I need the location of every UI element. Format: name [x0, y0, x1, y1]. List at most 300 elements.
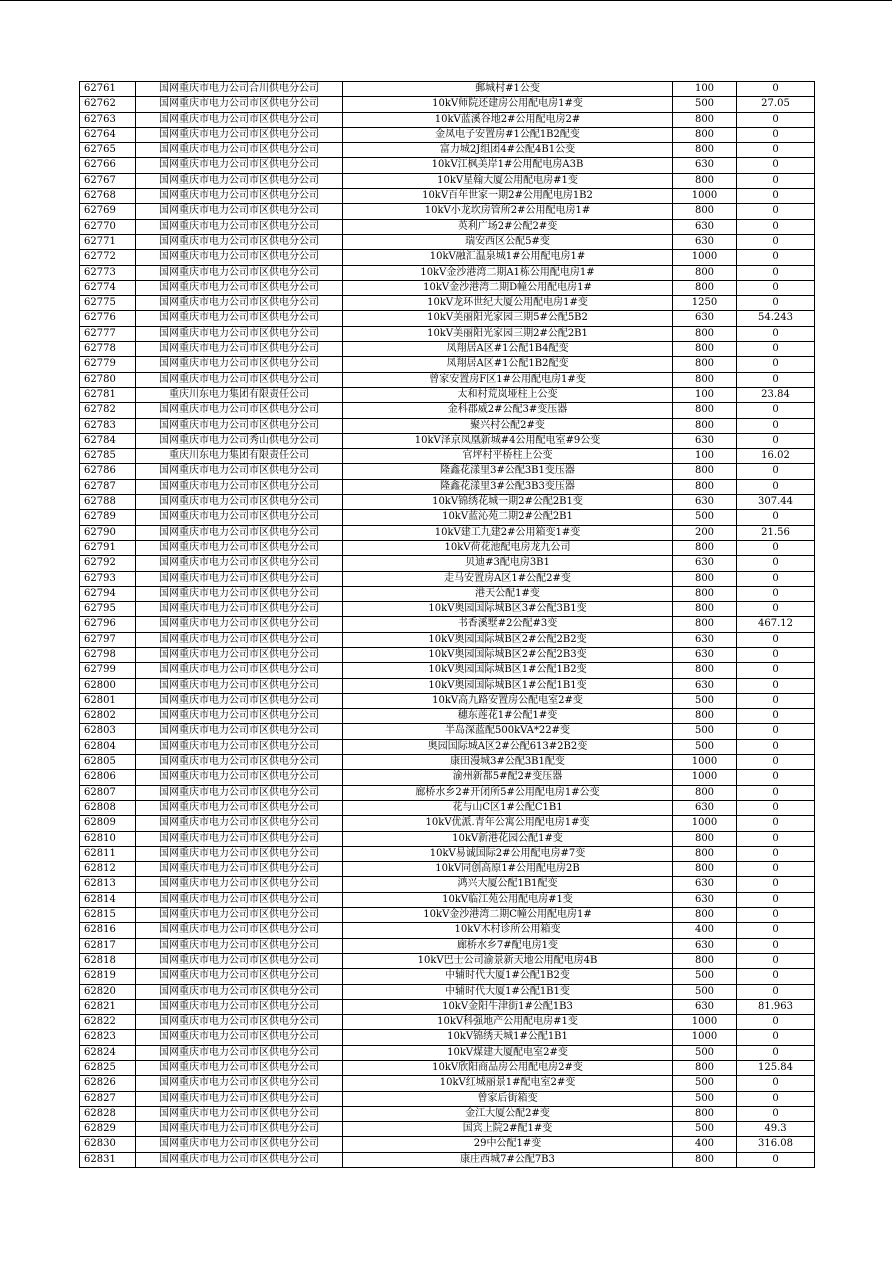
value-cell: 0 — [737, 632, 815, 647]
table-row — [80, 158, 815, 173]
company-cell: 国网重庆市电力公司市区供电分公司 — [136, 846, 343, 861]
value-cell: 0 — [737, 173, 815, 188]
value-cell: 0 — [737, 831, 815, 846]
station-name-cell: 10kV蓝溪谷地2#公用配电房2# — [343, 112, 673, 127]
value-cell: 0 — [737, 969, 815, 984]
table-row — [80, 617, 815, 632]
value-cell: 307.44 — [737, 495, 815, 510]
station-name-cell: 中辅时代大厦1#公配1B2变 — [343, 969, 673, 984]
capacity-cell: 800 — [673, 862, 737, 877]
value-cell: 0 — [737, 219, 815, 234]
table-row — [80, 387, 815, 402]
station-name-cell: 10kV建工九建2#公用箱变1#变 — [343, 525, 673, 540]
table-row — [80, 586, 815, 601]
company-cell: 国网重庆市电力公司市区供电分公司 — [136, 112, 343, 127]
table-row — [80, 739, 815, 754]
value-cell: 0 — [737, 785, 815, 800]
row-id-cell: 62790 — [80, 525, 136, 540]
station-name-cell: 10kV木村诊所公用箱变 — [343, 923, 673, 938]
table-row — [80, 1106, 815, 1121]
capacity-cell: 200 — [673, 525, 737, 540]
capacity-cell: 500 — [673, 1091, 737, 1106]
company-cell: 国网重庆市电力公司市区供电分公司 — [136, 1045, 343, 1060]
station-name-cell: 凤翔居A区#1公配1B4配变 — [343, 342, 673, 357]
table-row — [80, 1076, 815, 1091]
capacity-cell: 800 — [673, 127, 737, 142]
row-id-cell: 62808 — [80, 800, 136, 815]
station-name-cell: 穗东莲花1#公配1#变 — [343, 709, 673, 724]
table-row — [80, 234, 815, 249]
row-id-cell: 62801 — [80, 693, 136, 708]
station-name-cell: 康庄西城7#公配7B3 — [343, 1152, 673, 1167]
table-row — [80, 724, 815, 739]
value-cell: 0 — [737, 724, 815, 739]
company-cell: 国网重庆市电力公司市区供电分公司 — [136, 923, 343, 938]
value-cell: 54.243 — [737, 311, 815, 326]
value-cell: 0 — [737, 540, 815, 555]
value-cell: 0 — [737, 250, 815, 265]
capacity-cell: 500 — [673, 969, 737, 984]
table-row — [80, 969, 815, 984]
value-cell: 0 — [737, 1030, 815, 1045]
company-cell: 国网重庆市电力公司市区供电分公司 — [136, 357, 343, 372]
value-cell: 0 — [737, 709, 815, 724]
table-row — [80, 296, 815, 311]
value-cell: 316.08 — [737, 1137, 815, 1152]
station-name-cell: 10kV星翰大厦公用配电房#1变 — [343, 173, 673, 188]
station-name-cell: 10kV奥园国际城B区1#公配1B1变 — [343, 678, 673, 693]
table-row — [80, 173, 815, 188]
row-id-cell: 62769 — [80, 204, 136, 219]
row-id-cell: 62765 — [80, 143, 136, 158]
station-name-cell: 10kV煤建大厦配电室2#变 — [343, 1045, 673, 1060]
table-row — [80, 219, 815, 234]
capacity-cell: 800 — [673, 1106, 737, 1121]
station-name-cell: 10kV锦绣天城1#公配1B1 — [343, 1030, 673, 1045]
row-id-cell: 62778 — [80, 342, 136, 357]
capacity-cell: 1000 — [673, 770, 737, 785]
table-row — [80, 143, 815, 158]
value-cell: 0 — [737, 816, 815, 831]
station-name-cell: 10kV红城丽景1#配电室2#变 — [343, 1076, 673, 1091]
table-row — [80, 1030, 815, 1045]
row-id-cell: 62821 — [80, 999, 136, 1014]
capacity-cell: 800 — [673, 265, 737, 280]
row-id-cell: 62800 — [80, 678, 136, 693]
company-cell: 国网重庆市电力公司市区供电分公司 — [136, 540, 343, 555]
station-name-cell: 廊桥水乡7#配电房1变 — [343, 938, 673, 953]
table-row — [80, 953, 815, 968]
station-name-cell: 贝迪#3配电房3B1 — [343, 556, 673, 571]
value-cell: 0 — [737, 82, 815, 97]
capacity-cell: 800 — [673, 540, 737, 555]
value-cell: 0 — [737, 862, 815, 877]
table-row — [80, 433, 815, 448]
row-id-cell: 62806 — [80, 770, 136, 785]
company-cell: 国网重庆市电力公司市区供电分公司 — [136, 250, 343, 265]
value-cell: 0 — [737, 739, 815, 754]
station-name-cell: 曾家安置房F区1#公用配电房1#变 — [343, 372, 673, 387]
row-id-cell: 62772 — [80, 250, 136, 265]
row-id-cell: 62786 — [80, 464, 136, 479]
capacity-cell: 800 — [673, 479, 737, 494]
company-cell: 国网重庆市电力公司市区供电分公司 — [136, 143, 343, 158]
value-cell: 0 — [737, 143, 815, 158]
capacity-cell: 800 — [673, 342, 737, 357]
row-id-cell: 62774 — [80, 280, 136, 295]
station-name-cell: 10kV新港花园公配1#变 — [343, 831, 673, 846]
row-id-cell: 62776 — [80, 311, 136, 326]
row-id-cell: 62775 — [80, 296, 136, 311]
capacity-cell: 630 — [673, 495, 737, 510]
row-id-cell: 62810 — [80, 831, 136, 846]
capacity-cell: 800 — [673, 663, 737, 678]
station-name-cell: 10kV同创高原1#公用配电房2B — [343, 862, 673, 877]
station-name-cell: 英利广场2#公配2#变 — [343, 219, 673, 234]
value-cell: 0 — [737, 464, 815, 479]
value-cell: 0 — [737, 877, 815, 892]
capacity-cell: 800 — [673, 357, 737, 372]
company-cell: 国网重庆市电力公司市区供电分公司 — [136, 525, 343, 540]
table-row — [80, 250, 815, 265]
company-cell: 国网重庆市电力公司市区供电分公司 — [136, 892, 343, 907]
capacity-cell: 800 — [673, 709, 737, 724]
company-cell: 国网重庆市电力公司市区供电分公司 — [136, 1076, 343, 1091]
company-cell: 国网重庆市电力公司市区供电分公司 — [136, 219, 343, 234]
table-row — [80, 265, 815, 280]
row-id-cell: 62819 — [80, 969, 136, 984]
table-row — [80, 1152, 815, 1167]
row-id-cell: 62773 — [80, 265, 136, 280]
company-cell: 国网重庆市电力公司市区供电分公司 — [136, 403, 343, 418]
value-cell: 81.963 — [737, 999, 815, 1014]
table-row — [80, 908, 815, 923]
value-cell: 0 — [737, 403, 815, 418]
value-cell: 0 — [737, 1152, 815, 1167]
table-row — [80, 97, 815, 112]
value-cell: 27.05 — [737, 97, 815, 112]
capacity-cell: 1250 — [673, 296, 737, 311]
capacity-cell: 800 — [673, 846, 737, 861]
value-cell: 0 — [737, 479, 815, 494]
table-row — [80, 342, 815, 357]
row-id-cell: 62787 — [80, 479, 136, 494]
capacity-cell: 1000 — [673, 1015, 737, 1030]
company-cell: 国网重庆市电力公司市区供电分公司 — [136, 372, 343, 387]
value-cell: 0 — [737, 953, 815, 968]
page-top-border — [0, 0, 892, 1]
company-cell: 国网重庆市电力公司市区供电分公司 — [136, 663, 343, 678]
capacity-cell: 800 — [673, 1061, 737, 1076]
row-id-cell: 62784 — [80, 433, 136, 448]
capacity-cell: 800 — [673, 908, 737, 923]
capacity-cell: 100 — [673, 449, 737, 464]
table-row — [80, 892, 815, 907]
table-row — [80, 1045, 815, 1060]
row-id-cell: 62779 — [80, 357, 136, 372]
station-name-cell: 10kV龙环世纪大厦公用配电房1#变 — [343, 296, 673, 311]
capacity-cell: 1000 — [673, 816, 737, 831]
company-cell: 国网重庆市电力公司市区供电分公司 — [136, 1015, 343, 1030]
row-id-cell: 62788 — [80, 495, 136, 510]
station-name-cell: 10kV锦绣花城一期2#公配2B1变 — [343, 495, 673, 510]
row-id-cell: 62764 — [80, 127, 136, 142]
row-id-cell: 62761 — [80, 82, 136, 97]
row-id-cell: 62795 — [80, 602, 136, 617]
table-row — [80, 449, 815, 464]
table-row — [80, 403, 815, 418]
row-id-cell: 62828 — [80, 1106, 136, 1121]
company-cell: 国网重庆市电力公司市区供电分公司 — [136, 862, 343, 877]
station-name-cell: 花与山C区1#公配C1B1 — [343, 800, 673, 815]
capacity-cell: 1000 — [673, 755, 737, 770]
value-cell: 0 — [737, 510, 815, 525]
capacity-cell: 800 — [673, 326, 737, 341]
company-cell: 国网重庆市电力公司市区供电分公司 — [136, 908, 343, 923]
capacity-cell: 800 — [673, 143, 737, 158]
table-row — [80, 755, 815, 770]
station-name-cell: 隆鑫花漾里3#公配3B1变压器 — [343, 464, 673, 479]
row-id-cell: 62802 — [80, 709, 136, 724]
value-cell: 0 — [737, 204, 815, 219]
station-name-cell: 10kV金沙港湾二期C幢公用配电房1# — [343, 908, 673, 923]
row-id-cell: 62816 — [80, 923, 136, 938]
capacity-cell: 800 — [673, 571, 737, 586]
row-id-cell: 62791 — [80, 540, 136, 555]
station-name-cell: 10kV美丽阳光家园三期2#公配2B1 — [343, 326, 673, 341]
company-cell: 国网重庆市电力公司市区供电分公司 — [136, 724, 343, 739]
row-id-cell: 62796 — [80, 617, 136, 632]
table-row — [80, 647, 815, 662]
company-cell: 重庆川东电力集团有限责任公司 — [136, 449, 343, 464]
row-id-cell: 62830 — [80, 1137, 136, 1152]
table-row — [80, 846, 815, 861]
table-row — [80, 938, 815, 953]
station-name-cell: 廊桥水乡2#开闭所5#公用配电房1#公变 — [343, 785, 673, 800]
row-id-cell: 62770 — [80, 219, 136, 234]
capacity-cell: 800 — [673, 403, 737, 418]
row-id-cell: 62785 — [80, 449, 136, 464]
value-cell: 0 — [737, 908, 815, 923]
capacity-cell: 500 — [673, 1045, 737, 1060]
row-id-cell: 62780 — [80, 372, 136, 387]
station-name-cell: 曾家后街箱变 — [343, 1091, 673, 1106]
capacity-cell: 800 — [673, 617, 737, 632]
capacity-cell: 100 — [673, 387, 737, 402]
station-name-cell: 10kV易诚国际2#公用配电房#7变 — [343, 846, 673, 861]
station-name-cell: 金科郡威2#公配3#变压器 — [343, 403, 673, 418]
table-row — [80, 1015, 815, 1030]
company-cell: 国网重庆市电力公司市区供电分公司 — [136, 785, 343, 800]
value-cell: 0 — [737, 571, 815, 586]
station-name-cell: 中辅时代大厦1#公配1B1变 — [343, 984, 673, 999]
company-cell: 国网重庆市电力公司秀山供电分公司 — [136, 433, 343, 448]
station-name-cell: 10kV奥园国际城B区1#公配1B2变 — [343, 663, 673, 678]
value-cell: 125.84 — [737, 1061, 815, 1076]
company-cell: 国网重庆市电力公司市区供电分公司 — [136, 938, 343, 953]
capacity-cell: 800 — [673, 280, 737, 295]
company-cell: 国网重庆市电力公司市区供电分公司 — [136, 1061, 343, 1076]
value-cell: 0 — [737, 342, 815, 357]
company-cell: 国网重庆市电力公司市区供电分公司 — [136, 1152, 343, 1167]
capacity-cell: 630 — [673, 892, 737, 907]
station-name-cell: 官坪村平桥柱上公变 — [343, 449, 673, 464]
table-row — [80, 800, 815, 815]
table-row — [80, 311, 815, 326]
capacity-cell: 500 — [673, 724, 737, 739]
row-id-cell: 62789 — [80, 510, 136, 525]
capacity-cell: 500 — [673, 984, 737, 999]
capacity-cell: 1000 — [673, 250, 737, 265]
station-name-cell: 金凤电子安置房#1公配1B2配变 — [343, 127, 673, 142]
station-name-cell: 书香溪墅#2公配#3变 — [343, 617, 673, 632]
table-row — [80, 1091, 815, 1106]
table-row — [80, 189, 815, 204]
company-cell: 国网重庆市电力公司市区供电分公司 — [136, 755, 343, 770]
capacity-cell: 400 — [673, 923, 737, 938]
row-id-cell: 62822 — [80, 1015, 136, 1030]
row-id-cell: 62809 — [80, 816, 136, 831]
station-name-cell: 奥园国际城A区2#公配613#2B2变 — [343, 739, 673, 754]
row-id-cell: 62814 — [80, 892, 136, 907]
value-cell: 0 — [737, 418, 815, 433]
station-name-cell: 10kV金沙港湾二期A1栋公用配电房1# — [343, 265, 673, 280]
value-cell: 0 — [737, 280, 815, 295]
capacity-cell: 800 — [673, 831, 737, 846]
capacity-cell: 500 — [673, 1076, 737, 1091]
company-cell: 国网重庆市电力公司市区供电分公司 — [136, 510, 343, 525]
value-cell: 0 — [737, 892, 815, 907]
row-id-cell: 62820 — [80, 984, 136, 999]
table-row — [80, 464, 815, 479]
row-id-cell: 62803 — [80, 724, 136, 739]
value-cell: 0 — [737, 1045, 815, 1060]
value-cell: 0 — [737, 663, 815, 678]
table-row — [80, 999, 815, 1014]
value-cell: 0 — [737, 158, 815, 173]
station-name-cell: 10kV小龙坎房管所2#公用配电房1# — [343, 204, 673, 219]
capacity-cell: 800 — [673, 586, 737, 601]
capacity-cell: 400 — [673, 1137, 737, 1152]
capacity-cell: 800 — [673, 173, 737, 188]
capacity-cell: 630 — [673, 556, 737, 571]
value-cell: 49.3 — [737, 1122, 815, 1137]
station-name-cell: 10kV巴士公司渝景新天地公用配电房4B — [343, 953, 673, 968]
capacity-cell: 500 — [673, 693, 737, 708]
value-cell: 0 — [737, 586, 815, 601]
table-row — [80, 418, 815, 433]
capacity-cell: 630 — [673, 632, 737, 647]
station-name-cell: 康田漫城3#公配3B1配变 — [343, 755, 673, 770]
company-cell: 国网重庆市电力公司市区供电分公司 — [136, 173, 343, 188]
value-cell: 0 — [737, 800, 815, 815]
value-cell: 21.56 — [737, 525, 815, 540]
value-cell: 0 — [737, 1076, 815, 1091]
transformer-table — [79, 81, 815, 1168]
table-row — [80, 204, 815, 219]
row-id-cell: 62762 — [80, 97, 136, 112]
station-name-cell: 太和村荒岚垭柱上公变 — [343, 387, 673, 402]
capacity-cell: 800 — [673, 418, 737, 433]
value-cell: 0 — [737, 433, 815, 448]
station-name-cell: 金江大厦公配2#变 — [343, 1106, 673, 1121]
company-cell: 国网重庆市电力公司市区供电分公司 — [136, 204, 343, 219]
row-id-cell: 62827 — [80, 1091, 136, 1106]
capacity-cell: 500 — [673, 1122, 737, 1137]
station-name-cell: 郵城村#1公变 — [343, 82, 673, 97]
table-row — [80, 556, 815, 571]
company-cell: 国网重庆市电力公司市区供电分公司 — [136, 693, 343, 708]
capacity-cell: 1000 — [673, 1030, 737, 1045]
company-cell: 国网重庆市电力公司市区供电分公司 — [136, 602, 343, 617]
company-cell: 国网重庆市电力公司市区供电分公司 — [136, 953, 343, 968]
table-row — [80, 984, 815, 999]
company-cell: 国网重庆市电力公司市区供电分公司 — [136, 647, 343, 662]
value-cell: 0 — [737, 770, 815, 785]
table-row — [80, 602, 815, 617]
row-id-cell: 62831 — [80, 1152, 136, 1167]
table-row — [80, 495, 815, 510]
table-row — [80, 1122, 815, 1137]
company-cell: 国网重庆市电力公司市区供电分公司 — [136, 1137, 343, 1152]
row-id-cell: 62805 — [80, 755, 136, 770]
row-id-cell: 62763 — [80, 112, 136, 127]
company-cell: 国网重庆市电力公司市区供电分公司 — [136, 1106, 343, 1121]
table-row — [80, 678, 815, 693]
station-name-cell: 10kV师院还建房公用配电房1#变 — [343, 97, 673, 112]
capacity-cell: 630 — [673, 647, 737, 662]
table-row — [80, 112, 815, 127]
company-cell: 国网重庆市电力公司市区供电分公司 — [136, 709, 343, 724]
row-id-cell: 62807 — [80, 785, 136, 800]
value-cell: 0 — [737, 372, 815, 387]
table-row — [80, 923, 815, 938]
table-row — [80, 525, 815, 540]
capacity-cell: 800 — [673, 1152, 737, 1167]
row-id-cell: 62823 — [80, 1030, 136, 1045]
table-row — [80, 862, 815, 877]
capacity-cell: 800 — [673, 112, 737, 127]
company-cell: 国网重庆市电力公司合川供电分公司 — [136, 82, 343, 97]
row-id-cell: 62767 — [80, 173, 136, 188]
table-row — [80, 1061, 815, 1076]
row-id-cell: 62804 — [80, 739, 136, 754]
value-cell: 0 — [737, 556, 815, 571]
value-cell: 0 — [737, 678, 815, 693]
capacity-cell: 800 — [673, 602, 737, 617]
station-name-cell: 10kV江枫美岸1#公用配电房A3B — [343, 158, 673, 173]
row-id-cell: 62813 — [80, 877, 136, 892]
company-cell: 国网重庆市电力公司市区供电分公司 — [136, 265, 343, 280]
station-name-cell: 聚兴村公配2#变 — [343, 418, 673, 433]
station-name-cell: 10kV欣阳商品房公用配电房2#变 — [343, 1061, 673, 1076]
value-cell: 0 — [737, 357, 815, 372]
table-row — [80, 571, 815, 586]
table-row — [80, 479, 815, 494]
company-cell: 国网重庆市电力公司市区供电分公司 — [136, 969, 343, 984]
capacity-cell: 630 — [673, 433, 737, 448]
capacity-cell: 800 — [673, 372, 737, 387]
row-id-cell: 62817 — [80, 938, 136, 953]
station-name-cell: 鸿兴大厦公配1B1配变 — [343, 877, 673, 892]
company-cell: 国网重庆市电力公司市区供电分公司 — [136, 877, 343, 892]
company-cell: 国网重庆市电力公司市区供电分公司 — [136, 342, 343, 357]
table-row — [80, 770, 815, 785]
station-name-cell: 10kV荷花池配电房龙九公司 — [343, 540, 673, 555]
company-cell: 国网重庆市电力公司市区供电分公司 — [136, 1030, 343, 1045]
company-cell: 国网重庆市电力公司市区供电分公司 — [136, 97, 343, 112]
capacity-cell: 1000 — [673, 189, 737, 204]
